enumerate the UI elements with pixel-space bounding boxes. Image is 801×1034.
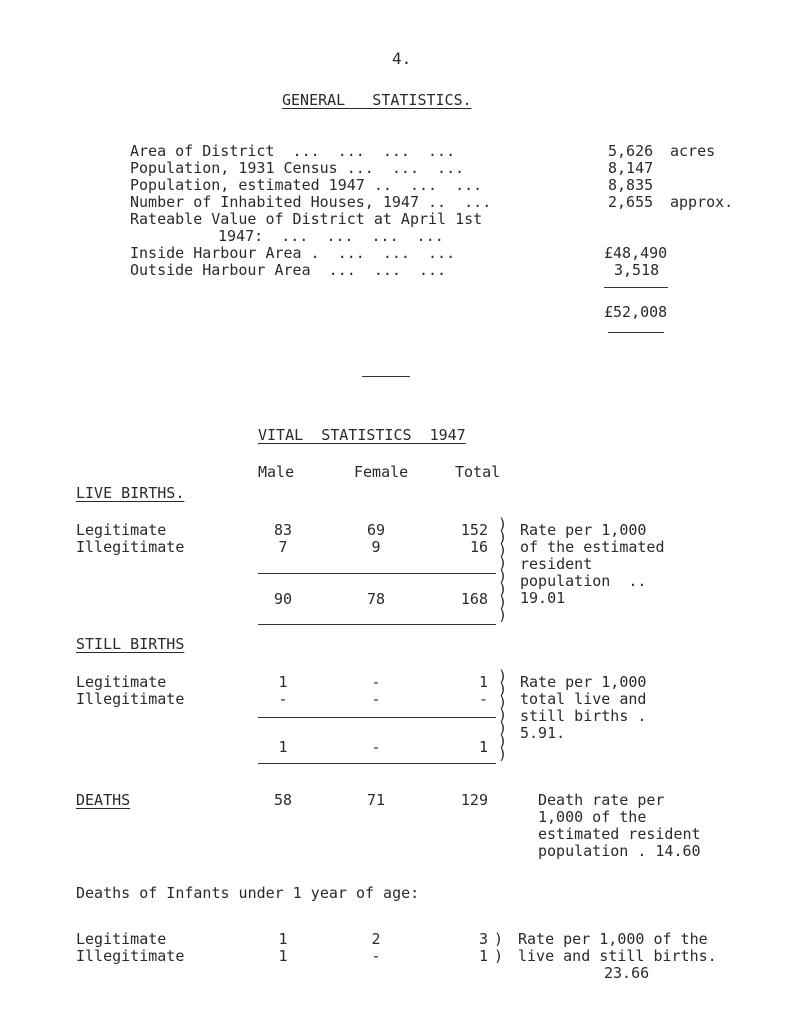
infant-deaths-heading: Deaths of Infants under 1 year of age: bbox=[76, 884, 420, 902]
live-births-brace: ) ) ) ) ) ) ) ) bbox=[498, 515, 508, 624]
inhabited-houses-label: Number of Inhabited Houses, 1947 .. ... bbox=[130, 193, 492, 211]
population-1931-label: Population, 1931 Census ... ... ... bbox=[130, 159, 465, 177]
still-legitimate-female: - bbox=[371, 673, 381, 691]
still-births-rule bbox=[258, 717, 496, 718]
still-total-male: 1 bbox=[278, 738, 288, 756]
live-legitimate-total: 152 bbox=[460, 521, 488, 539]
inside-harbour-value: £48,490 bbox=[604, 244, 668, 262]
live-rate-value: 19.01 bbox=[520, 589, 566, 607]
column-header-male: Male bbox=[258, 463, 295, 481]
area-label: Area of District ... ... ... ... bbox=[130, 142, 456, 160]
still-rate-value: 5.91. bbox=[520, 724, 566, 742]
page-number: 4. bbox=[392, 49, 412, 68]
live-rate-line: Rate per 1,000 bbox=[520, 521, 647, 539]
live-total-total: 168 bbox=[460, 590, 488, 608]
live-total-male: 90 bbox=[273, 590, 293, 608]
infant-illegitimate-female: - bbox=[371, 947, 381, 965]
rateable-total: £52,008 bbox=[604, 303, 668, 321]
infant-brace: ) ) bbox=[494, 930, 504, 965]
deaths-male: 58 bbox=[273, 791, 293, 809]
population-estimated-label: Population, estimated 1947 .. ... ... bbox=[130, 176, 483, 194]
still-rate-line: Rate per 1,000 bbox=[520, 673, 647, 691]
live-total-female: 78 bbox=[366, 590, 386, 608]
still-illegitimate-female: - bbox=[371, 690, 381, 708]
rateable-label-line1: Rateable Value of District at April 1st bbox=[130, 210, 483, 228]
inhabited-houses-unit: approx. bbox=[670, 193, 734, 211]
still-births-bottom-rule bbox=[258, 763, 496, 764]
deaths-heading: DEATHS bbox=[76, 791, 131, 809]
page-title: GENERAL STATISTICS. bbox=[282, 91, 472, 109]
rateable-label-line2: 1947: ... ... ... ... bbox=[218, 227, 444, 245]
inside-harbour-label: Inside Harbour Area . ... ... ... bbox=[130, 244, 456, 262]
live-illegitimate-male: 7 bbox=[278, 538, 288, 556]
still-illegitimate-label: Illegitimate bbox=[76, 690, 185, 708]
live-legitimate-label: Legitimate bbox=[76, 521, 167, 539]
column-header-total: Total bbox=[455, 463, 501, 481]
live-illegitimate-female: 9 bbox=[371, 538, 381, 556]
population-estimated-value: 8,835 bbox=[608, 176, 654, 194]
still-legitimate-total: 1 bbox=[478, 673, 488, 691]
still-legitimate-male: 1 bbox=[278, 673, 288, 691]
infant-illegitimate-total: 1 bbox=[478, 947, 488, 965]
still-illegitimate-total: - bbox=[478, 690, 488, 708]
still-legitimate-label: Legitimate bbox=[76, 673, 167, 691]
live-births-heading: LIVE BIRTHS. bbox=[76, 484, 185, 502]
live-births-rule bbox=[258, 573, 496, 574]
still-rate-line: total live and bbox=[520, 690, 647, 708]
still-illegitimate-male: - bbox=[278, 690, 288, 708]
still-total-total: 1 bbox=[478, 738, 488, 756]
total-rule bbox=[608, 332, 664, 333]
infant-rate-value: 23.66 bbox=[604, 964, 650, 982]
infant-rate-line: live and still births. bbox=[518, 947, 717, 965]
vital-statistics-title: VITAL STATISTICS 1947 bbox=[258, 426, 466, 444]
infant-legitimate-male: 1 bbox=[278, 930, 288, 948]
live-legitimate-male: 83 bbox=[273, 521, 293, 539]
deaths-total: 129 bbox=[460, 791, 488, 809]
death-rate-line: estimated resident bbox=[538, 825, 701, 843]
live-rate-line: of the estimated bbox=[520, 538, 665, 556]
area-unit: acres bbox=[670, 142, 716, 160]
infant-illegitimate-label: Illegitimate bbox=[76, 947, 185, 965]
area-value: 5,626 bbox=[608, 142, 654, 160]
subtotal-rule bbox=[604, 287, 668, 288]
death-rate-line: 1,000 of the bbox=[538, 808, 647, 826]
still-rate-line: still births . bbox=[520, 707, 647, 725]
inhabited-houses-value: 2,655 bbox=[608, 193, 654, 211]
infant-illegitimate-male: 1 bbox=[278, 947, 288, 965]
live-rate-line: population .. bbox=[520, 572, 647, 590]
deaths-female: 71 bbox=[366, 791, 386, 809]
infant-legitimate-label: Legitimate bbox=[76, 930, 167, 948]
live-rate-line: resident bbox=[520, 555, 593, 573]
live-illegitimate-label: Illegitimate bbox=[76, 538, 185, 556]
death-rate-line: Death rate per bbox=[538, 791, 665, 809]
infant-legitimate-total: 3 bbox=[478, 930, 488, 948]
still-births-heading: STILL BIRTHS bbox=[76, 635, 185, 653]
outside-harbour-value: 3,518 bbox=[614, 261, 660, 279]
live-illegitimate-total: 16 bbox=[469, 538, 488, 556]
population-1931-value: 8,147 bbox=[608, 159, 654, 177]
section-divider bbox=[362, 376, 410, 377]
death-rate-value: population . 14.60 bbox=[538, 842, 701, 860]
column-header-female: Female bbox=[354, 463, 409, 481]
live-legitimate-female: 69 bbox=[366, 521, 386, 539]
live-births-bottom-rule bbox=[258, 624, 496, 625]
still-births-brace: ) ) ) ) ) ) ) bbox=[498, 667, 508, 763]
outside-harbour-label: Outside Harbour Area ... ... ... bbox=[130, 261, 447, 279]
infant-rate-line: Rate per 1,000 of the bbox=[518, 930, 708, 948]
infant-legitimate-female: 2 bbox=[371, 930, 381, 948]
still-total-female: - bbox=[371, 738, 381, 756]
